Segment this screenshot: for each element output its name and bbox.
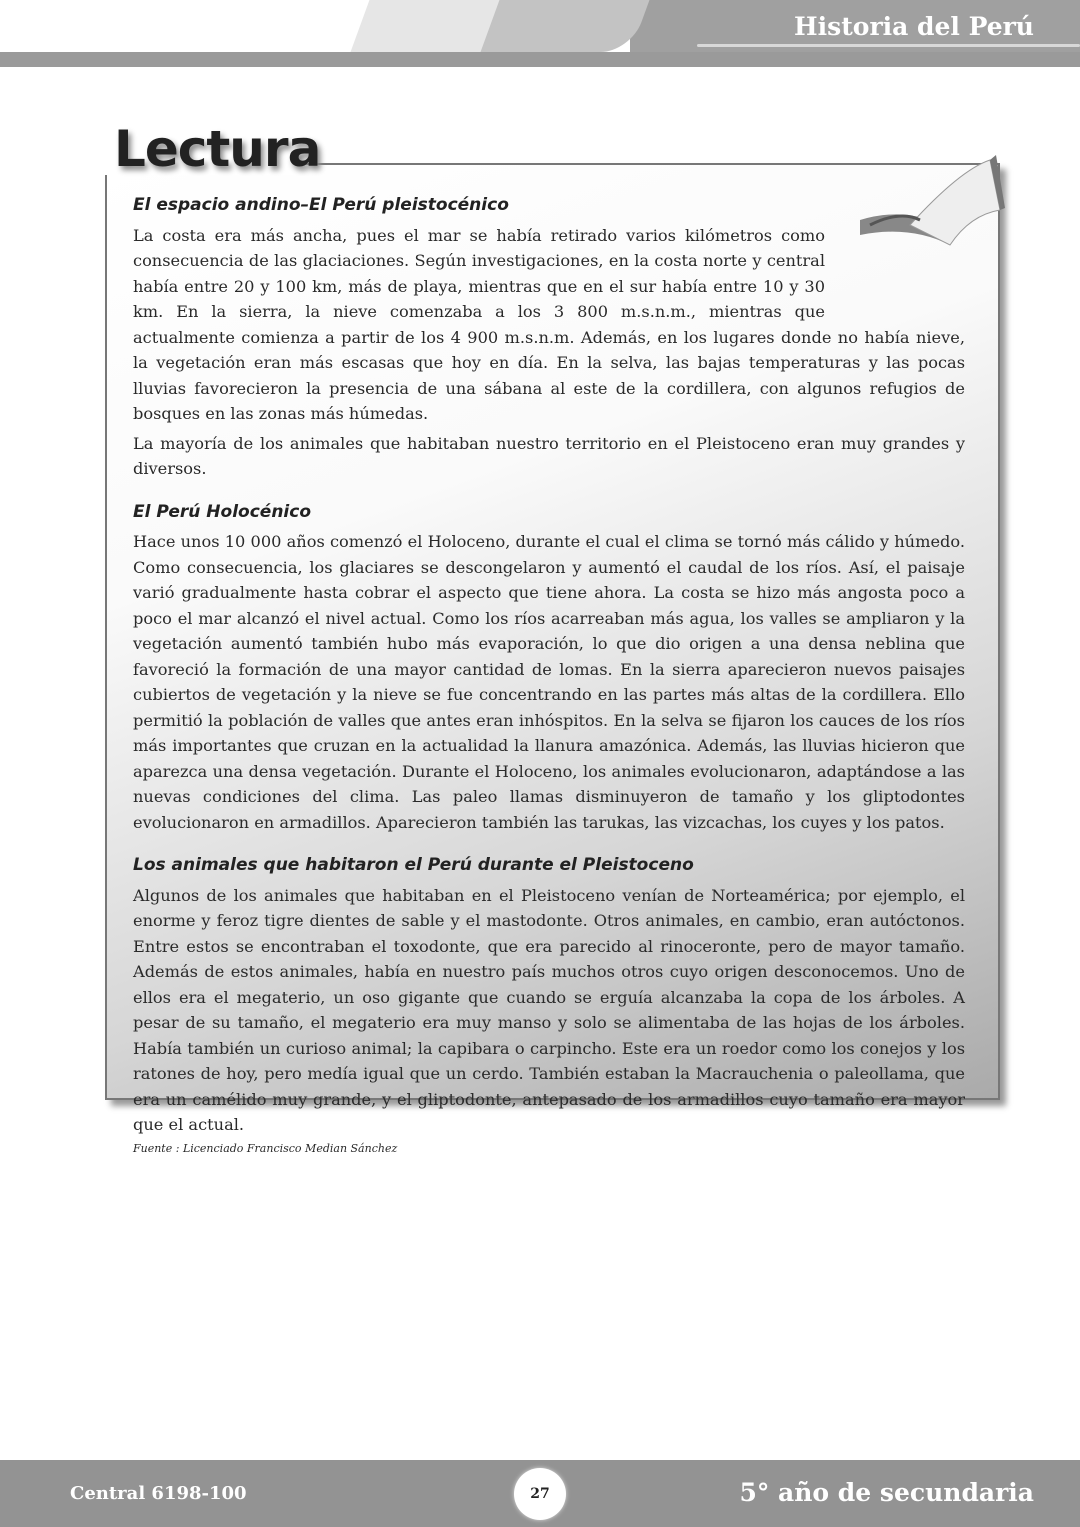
paragraph: Hace unos 10 000 años comenzó el Holoceno, durante el cual el clima se tornó más cálido y húmedo. Como consecuencia, los glaciares se descongelaron y aumentó el caudal de los ríos. Así, el paisaje varió gradualmente hasta cobrar el aspecto que tiene ahora. La costa se hizo más angosta poco a poco el mar alcanzó el nivel actual. Como los ríos acarreaban más agua, los valles se ampliaron y la vegetación aumentó también hubo más evaporación, lo que dio origen a una densa neblina que favoreció la formación de una mayor cantidad de lomas. En la sierra aparecieron nuevos paisajes cubiertos de vegetación y la nieve se fue concentrando en las partes más altas de la cordillera. Ello permitió la población de valles que antes eran inhóspitos. En la selva se fijaron los cauces de los ríos más importantes que cruzan en la actualidad la llanura amazónica. Además, las lluvias hicieron que aparezca una densa vegetación. Durante el Holoceno, los animales evolucionaron, adaptándose a las nuevas condiciones del clima. Las paleo llamas disminuyeron de tamaño y los gliptodontes evolucionaron en armadillos. Aparecieron también las tarukas, las vizcachas, los cuyes y los patos. [133, 532, 965, 832]
page-footer [0, 1460, 1080, 1527]
paragraph: Algunos de los animales que habitaban en el Pleistoceno venían de Norteamérica; por ejemplo, el enorme y feroz tigre dientes de sable y el mastodonte. Otros animales, en cambio, eran autóctonos. Entre estos se encontraban el toxodonte, que era parecido al rinoceronte, pero de mayor tamaño. Además de estos animales, había en nuestro país muchos otros cuyo origen desconocemos. Uno de ellos era el megaterio, un oso gigante que cuando se erguía alcanzaba la copa de los árboles. A pesar de su tamaño, el megaterio era muy manso y solo se alimentaba de las hojas de los árboles. Había también un curioso animal; la capibara o carpincho. Este era un roedor como los conejos y los ratones de hoy, pero medía igual que un cerdo. También estaban la Macrauchenia o paleollama, que era un camélido muy grande, y el gliptodonte, antepasado de los armadillos cuyo tamaño era mayor que el actual. [133, 885, 965, 1134]
footer-grade: 5° año de secundaria [739, 1478, 1034, 1507]
paragraph: La mayoría de los animales que habitaban nuestro territorio en el Pleistoceno eran muy grandes y diversos. [133, 433, 965, 478]
section-heading: El Perú Holocénico [133, 501, 312, 522]
footer-phone: Central 6198-100 [70, 1483, 247, 1504]
section-heading: El espacio andino–El Perú pleistocénico [133, 195, 509, 215]
header-band [0, 52, 1080, 67]
page-number: 27 [514, 1468, 566, 1520]
section-heading: Los animales que habitaron el Perú durante el Pleistoceno [133, 855, 694, 875]
header-title: Historia del Perú [794, 12, 1034, 41]
header-underline [697, 44, 1080, 47]
source-citation: Fuente : Licenciado Francisco Median Sánchez [133, 1141, 398, 1155]
reading-content [133, 193, 965, 1156]
lectura-title: Lectura [114, 120, 321, 178]
paragraph: La costa era más ancha, pues el mar se había retirado varios kilómetros como consecuencia de las glaciaciones. Según investigaciones, en la costa norte y central había entre 20 y 100 km, más de playa, mientras que en el sur había entre 10 y 30 km. En la sierra, la nieve comenzaba a los 3 800 m.s.n.m., mientras que actualmente comienza a partir de los 4 900 m.s.n.m. Además, en los lugares donde no había nieve, la vegetación eran más escasas que hoy en día. En la selva, las bajas temperaturas y las pocas lluvias favorecieron la presencia de una sábana al este de la cordillera, con algunos refugios de bosques en las zonas más húmedas. [133, 225, 965, 423]
page-header [0, 0, 1080, 67]
header-decor [481, 0, 650, 52]
